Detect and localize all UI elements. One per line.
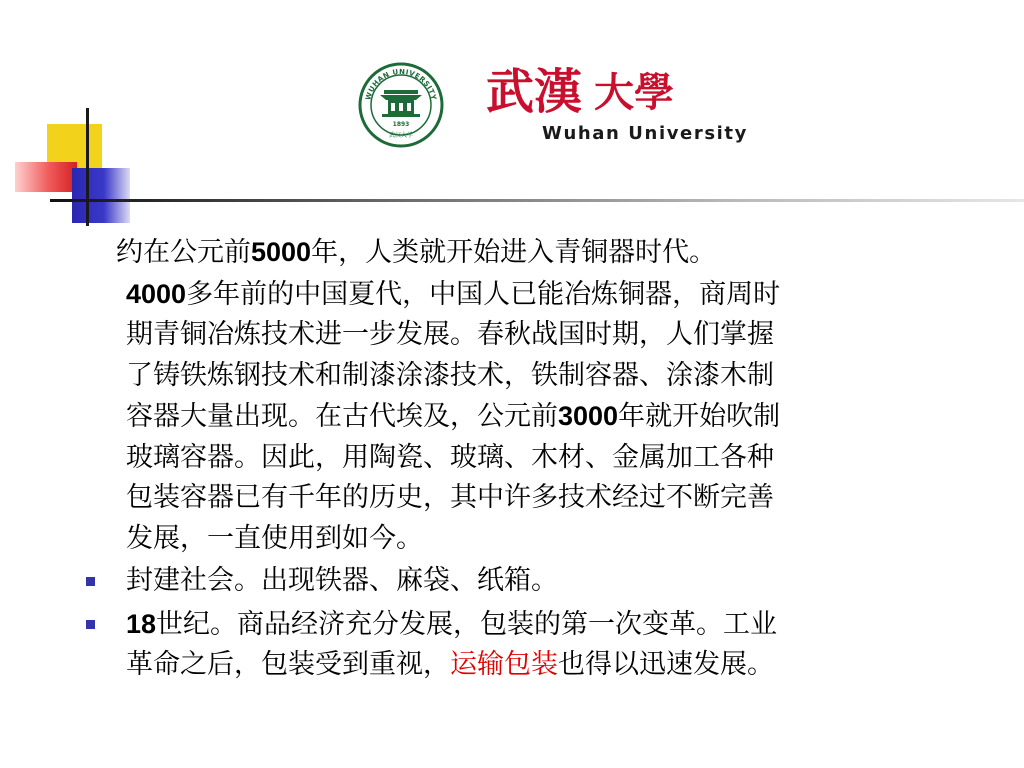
svg-text:武漢: 武漢 — [486, 64, 583, 120]
bullet-text-line-2: 革命之后，包装受到重视，运输包装也得以迅速发展。 — [126, 649, 774, 680]
intro-line-5: 容器大量出现。在古代埃及，公元前3000年就开始吹制 — [126, 401, 781, 432]
decor-red-bar — [15, 162, 77, 192]
intro-line-1: 约在公元前5000年，人类就开始进入青铜器时代。 — [116, 237, 717, 268]
bullet-item-18th-century — [126, 604, 976, 686]
intro-line-8: 发展，一直使用到如今。 — [126, 522, 423, 554]
intro-line-6: 玻璃容器。因此，用陶瓷、玻璃、木材、金属加工各种 — [126, 441, 774, 473]
university-seal-logo — [358, 62, 444, 148]
highlight-transport-packaging: 运输包装 — [450, 649, 558, 680]
slide-body — [116, 232, 976, 686]
intro-line-3: 期青铜冶炼技术进一步发展。春秋战国时期，人们掌握 — [126, 319, 774, 350]
university-name: Wuhan University — [542, 123, 748, 144]
svg-text:WUHAN UNIVERSITY: WUHAN UNIVERSITY — [364, 67, 438, 102]
decor-vertical-line — [86, 108, 89, 226]
bullet-square-icon — [86, 620, 95, 629]
intro-line-4: 了铸铁炼钢技术和制漆涂漆技术，铁制容器、涂漆木制 — [126, 359, 774, 391]
intro-paragraph — [116, 232, 976, 559]
bullet-square-icon — [86, 577, 95, 586]
svg-text:1893: 1893 — [392, 121, 410, 128]
svg-text:大學: 大學 — [594, 69, 674, 116]
bullet-item-feudal — [126, 561, 976, 602]
header-divider-line — [50, 199, 1024, 202]
bullet-text-line-1: 18世纪。商品经济充分发展，包装的第一次变革。工业 — [126, 608, 778, 640]
decor-blue-square — [72, 168, 130, 223]
intro-line-2: 4000多年前的中国夏代，中国人已能冶炼铜器，商周时 — [126, 278, 781, 310]
svg-text:武汉大学: 武汉大学 — [388, 132, 414, 139]
university-calligraphy-logo — [484, 60, 684, 122]
intro-line-7: 包装容器已有千年的历史，其中许多技术经过不断完善 — [126, 482, 774, 513]
bullet-text: 封建社会。出现铁器、麻袋、纸箱。 — [126, 565, 558, 596]
